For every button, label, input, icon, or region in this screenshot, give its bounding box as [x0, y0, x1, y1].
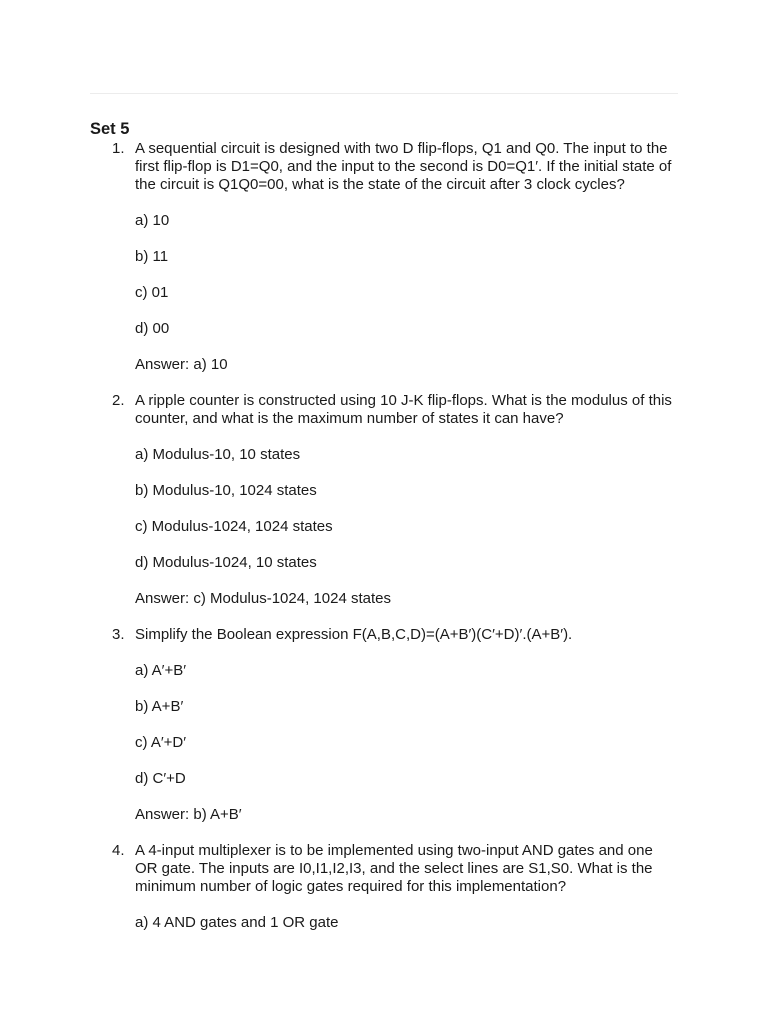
answer-text: Answer: b) A+B′ [135, 806, 242, 823]
option-a: a) Modulus-10, 10 states [135, 446, 301, 463]
option-c: c) A′+D′ [135, 734, 187, 751]
question-number: 1. [112, 140, 125, 157]
question-number: 4. [112, 842, 125, 859]
option-d: d) Modulus-1024, 10 states [135, 554, 317, 571]
option-d: d) C′+D [135, 770, 186, 787]
question-text: Simplify the Boolean expression F(A,B,C,D)=(A+B′)(C′+D)′.(A+B′). [135, 626, 573, 643]
option-a: a) 4 AND gates and 1 OR gate [135, 914, 339, 931]
question-list [0, 140, 768, 932]
question-item [0, 842, 678, 932]
question-text: A 4-input multiplexer is to be implemented using two-input AND gates and one OR gate. The inputs are I0,I1,I2,I3, and the select lines are S1,S0. What is the minimum number of logic gates required for this implementation? [135, 842, 653, 895]
option-b: b) A+B′ [135, 698, 184, 715]
question-number: 2. [112, 392, 125, 409]
option-a: a) A′+B′ [135, 662, 187, 679]
set-title: Set 5 [90, 120, 130, 138]
question-text: A sequential circuit is designed with two D flip-flops, Q1 and Q0. The input to the first flip-flop is D1=Q0, and the input to the second is D0=Q1′. If the initial state of the circuit is Q1Q0=00, what is the state of the circuit after 3 clock cycles? [135, 140, 672, 193]
option-c: c) Modulus-1024, 1024 states [135, 518, 333, 535]
question-text: A ripple counter is constructed using 10 J-K flip-flops. What is the modulus of this counter, and what is the maximum number of states it can have? [135, 392, 672, 427]
answer-text: Answer: c) Modulus-1024, 1024 states [135, 590, 391, 607]
question-item [0, 140, 678, 374]
option-d: d) 00 [135, 320, 170, 337]
option-c: c) 01 [135, 284, 169, 301]
option-b: b) Modulus-10, 1024 states [135, 482, 317, 499]
answer-text: Answer: a) 10 [135, 356, 228, 373]
option-a: a) 10 [135, 212, 170, 229]
option-b: b) 11 [135, 248, 169, 265]
top-divider [90, 93, 678, 94]
question-number: 3. [112, 626, 125, 643]
question-item [0, 392, 678, 608]
question-item [0, 626, 678, 824]
